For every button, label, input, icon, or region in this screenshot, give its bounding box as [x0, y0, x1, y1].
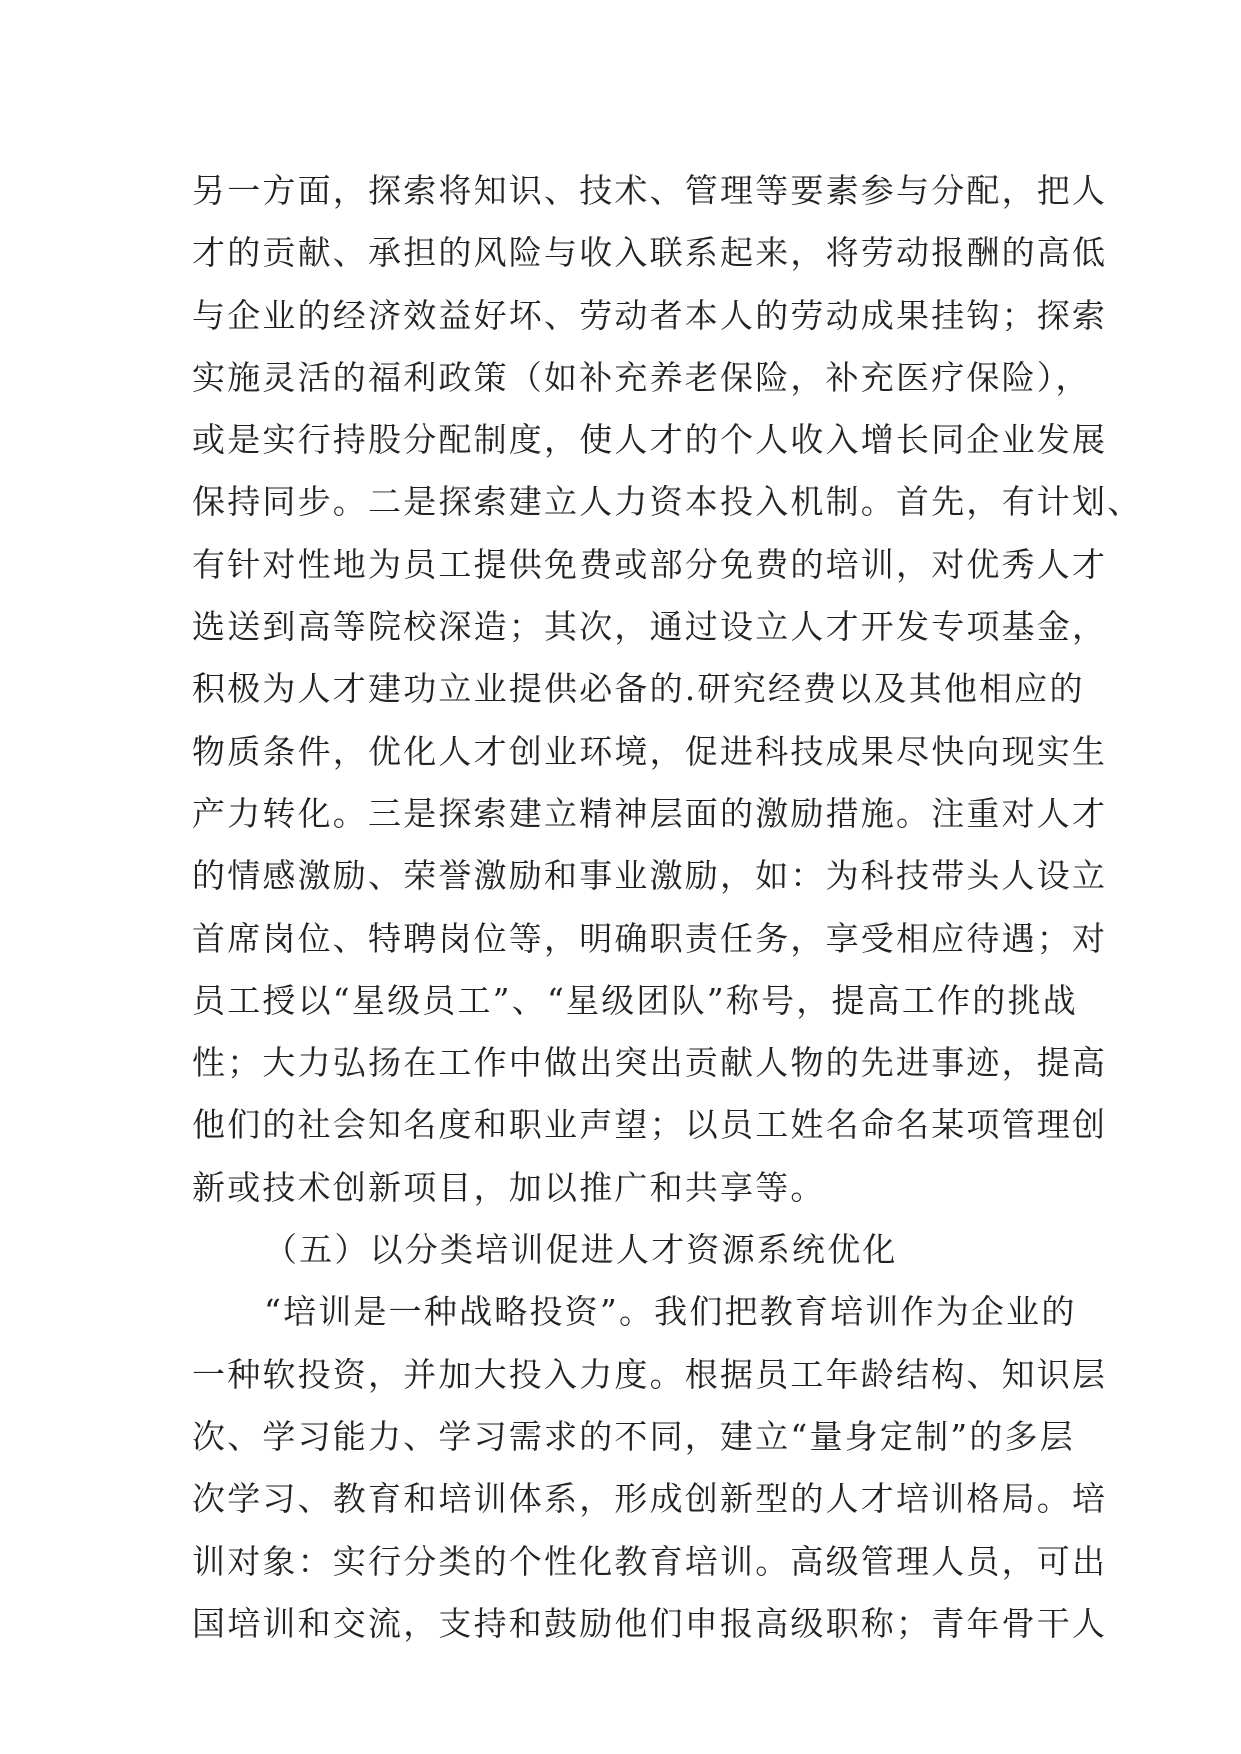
body-text — [192, 160, 1143, 1655]
text-line: 一种软投资，并加大投入力度。根据员工年龄结构、知识层 — [192, 1354, 1108, 1394]
section-heading: （五）以分类培训促进人才资源系统优化 — [264, 1230, 898, 1270]
text-line: 才的贡献、承担的风险与收入联系起来，将劳动报酬的高低 — [192, 233, 1108, 273]
text-line: 积极为人才建功立业提供必备的.研究经费以及其他相应的 — [192, 669, 1085, 709]
text-line: 另一方面，探索将知识、技术、管理等要素参与分配，把人 — [192, 171, 1108, 210]
text-line: 实施灵活的福利政策（如补充养老保险，补充医疗保险）， — [192, 357, 1091, 397]
text-line: 物质条件，优化人才创业环境，促进科技成果尽快向现实生 — [192, 731, 1108, 771]
text-line: 国培训和交流，支持和鼓励他们申报高级职称；青年骨干人 — [192, 1603, 1108, 1643]
text-line: 或是实行持股分配制度，使人才的个人收入增长同企业发展 — [192, 420, 1108, 460]
text-line: 次学习、教育和培训体系，形成创新型的人才培训格局。培 — [192, 1479, 1108, 1519]
text-line: 他们的社会知名度和职业声望；以员工姓名命名某项管理创 — [192, 1105, 1108, 1145]
text-line: 训对象：实行分类的个性化教育培训。高级管理人员，可出 — [192, 1541, 1108, 1581]
text-line: 有针对性地为员工提供免费或部分免费的培训，对优秀人才 — [192, 544, 1108, 584]
text-line: 的情感激励、荣誉激励和事业激励，如：为科技带头人设立 — [192, 856, 1108, 896]
text-line: 选送到高等院校深造；其次，通过设立人才开发专项基金， — [192, 607, 1108, 647]
text-line: 产力转化。三是探索建立精神层面的激励措施。注重对人才 — [192, 793, 1108, 833]
text-line: 次、学习能力、学习需求的不同，建立“量身定制”的多层 — [192, 1416, 1075, 1456]
text-line: 保持同步。二是探索建立人力资本投入机制。首先，有计划、 — [192, 482, 1143, 522]
text-line: 新或技术创新项目，加以推广和共享等。 — [192, 1167, 826, 1207]
text-line: 员工授以“星级员工”、“星级团队”称号，提高工作的挑战 — [192, 980, 1078, 1020]
text-line: 与企业的经济效益好坏、劳动者本人的劳动成果挂钩；探索 — [192, 295, 1108, 335]
text-line: 性；大力弘扬在工作中做出突出贡献人物的先进事迹，提高 — [192, 1043, 1108, 1083]
text-line: “培训是一种战略投资”。我们把教育培训作为企业的 — [264, 1292, 1077, 1332]
text-line: 首席岗位、特聘岗位等，明确职责任务，享受相应待遇；对 — [192, 918, 1108, 958]
